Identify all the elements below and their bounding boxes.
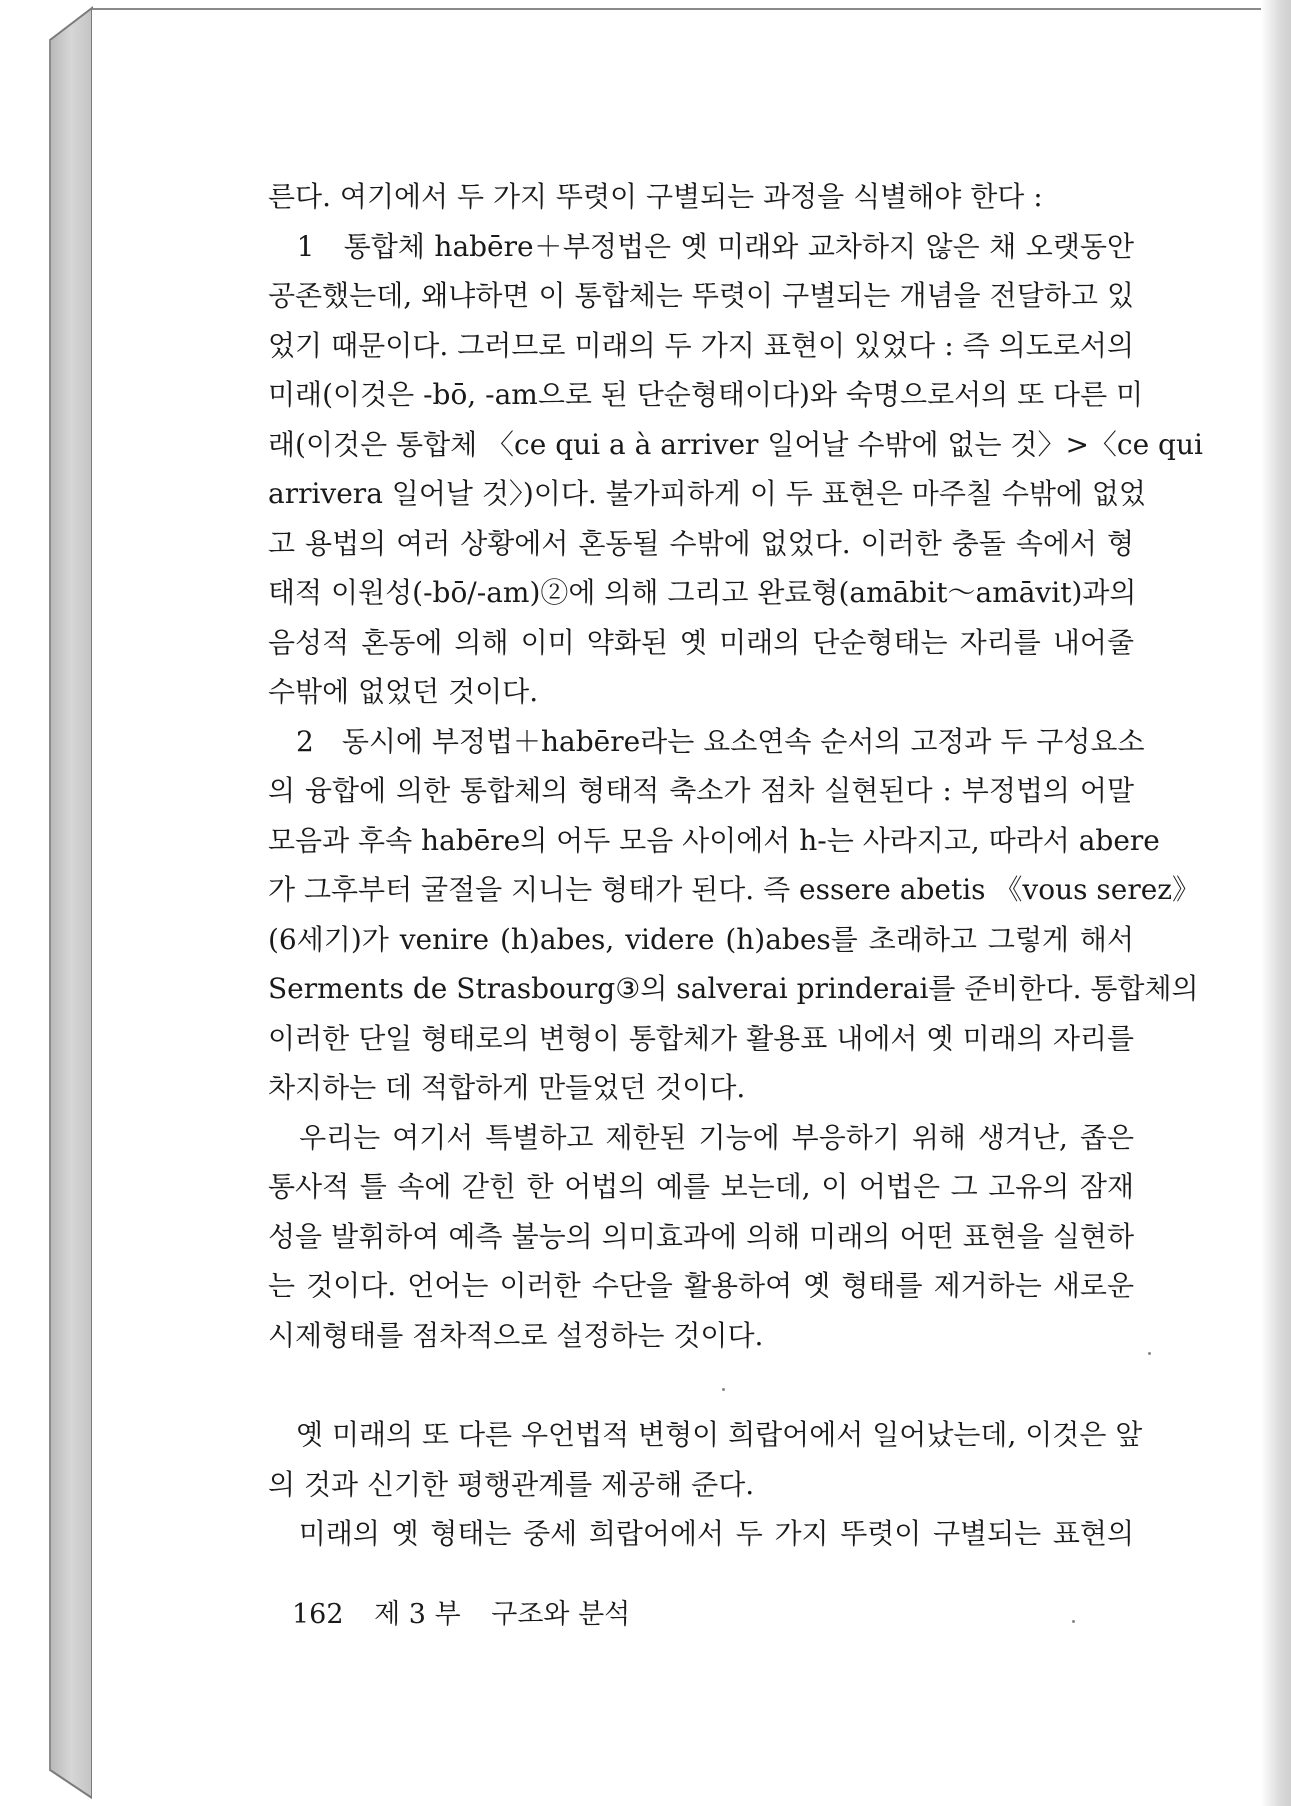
page-edge-shadow [1261, 0, 1291, 1806]
text-line: 모음과 후속 habēre의 어두 모음 사이에서 h-는 사라지고, 따라서 abere [268, 823, 1160, 857]
text-line: 이러한 단일 형태로의 변형이 통합체가 활용표 내에서 옛 미래의 자리를 [268, 1021, 1134, 1055]
page-number: 162 [292, 1599, 344, 1630]
text-line: 의 융합에 의한 통합체의 형태적 축소가 점차 실현된다 : 부정법의 어말 [268, 774, 1134, 807]
text-line: 미래의 옛 형태는 중세 희랍어에서 두 가지 뚜렷이 구별되는 표현의 [268, 1517, 1134, 1550]
text-line: 미래(이것은 -bō, -am으로 된 단순형태이다)와 숙명으로서의 또 다른 미 [268, 378, 1144, 411]
section-gap [268, 1360, 1134, 1410]
page-footer [292, 1592, 652, 1631]
text-line: 었기 때문이다. 그러므로 미래의 두 가지 표현이 있었다 : 즉 의도로서의 [268, 328, 1134, 362]
section-title: 구조와 분석 [491, 1599, 631, 1630]
text-line: 가 그후부터 굴절을 지니는 형태가 된다. 즉 essere abetis 《vous serez》 [268, 873, 1201, 906]
text-line: 래(이것은 통합체 〈ce qui a à arriver 일어날 수밖에 없는 것〉>〈ce qui [268, 427, 1203, 461]
text-line: 른다. 여기에서 두 가지 뚜렷이 구별되는 과정을 식별해야 한다 : [268, 180, 1043, 213]
scan-speck [1072, 1620, 1075, 1623]
text-line: 성을 발휘하여 예측 불능의 의미효과에 의해 미래의 어떤 표현을 실현하 [268, 1219, 1134, 1253]
text-line: (6세기)가 venire (h)abes, videre (h)abes를 초래하고 그렇게 해서 [268, 922, 1134, 956]
book-spine [0, 0, 100, 1806]
scan-speck [1148, 1352, 1151, 1355]
text-line: 옛 미래의 또 다른 우언법적 변형이 희랍어에서 일어났는데, 이것은 앞 [268, 1418, 1143, 1451]
text-line: 차지하는 데 적합하게 만들었던 것이다. [268, 1071, 746, 1104]
text-line: 우리는 여기서 특별하고 제한된 기능에 부응하기 위해 생겨난, 좁은 [268, 1120, 1134, 1154]
text-line: Serments de Strasbourg③의 salverai prinderai를 준비한다. 통합체의 [268, 972, 1199, 1005]
text-line: 음성적 혼동에 의해 이미 약화된 옛 미래의 단순형태는 자리를 내어줄 [268, 625, 1134, 659]
body-text [268, 172, 1203, 1559]
text-line: 2 동시에 부정법＋habēre라는 요소연속 순서의 고정과 두 구성요소 [268, 724, 1145, 758]
text-line: 수밖에 없었던 것이다. [268, 675, 539, 708]
text-line: 고 용법의 여러 상황에서 혼동될 수밖에 없었다. 이러한 충돌 속에서 형 [268, 526, 1134, 560]
text-line: 통사적 틀 속에 갇힌 한 어법의 예를 보는데, 이 어법은 그 고유의 잠재 [268, 1170, 1134, 1203]
scan-speck [722, 1388, 725, 1391]
text-line: 1 통합체 habēre＋부정법은 옛 미래와 교차하지 않은 채 오랫동안 [268, 229, 1134, 263]
text-line: arrivera 일어날 것〉)이다. 불가피하게 이 두 표현은 마주칠 수밖에 없었 [268, 477, 1146, 510]
text-line: 는 것이다. 언어는 이러한 수단을 활용하여 옛 형태를 제거하는 새로운 [268, 1269, 1134, 1302]
text-line: 시제형태를 점차적으로 설정하는 것이다. [268, 1318, 764, 1352]
text-line: 공존했는데, 왜냐하면 이 통합체는 뚜렷이 구별되는 개념을 전달하고 있 [268, 279, 1134, 312]
text-line: 태적 이원성(-bō/-am)②에 의해 그리고 완료형(amābit～amāvit)과의 [268, 576, 1137, 609]
part-label: 제 3 부 [374, 1599, 461, 1630]
text-line: 의 것과 신기한 평행관계를 제공해 준다. [268, 1467, 755, 1501]
